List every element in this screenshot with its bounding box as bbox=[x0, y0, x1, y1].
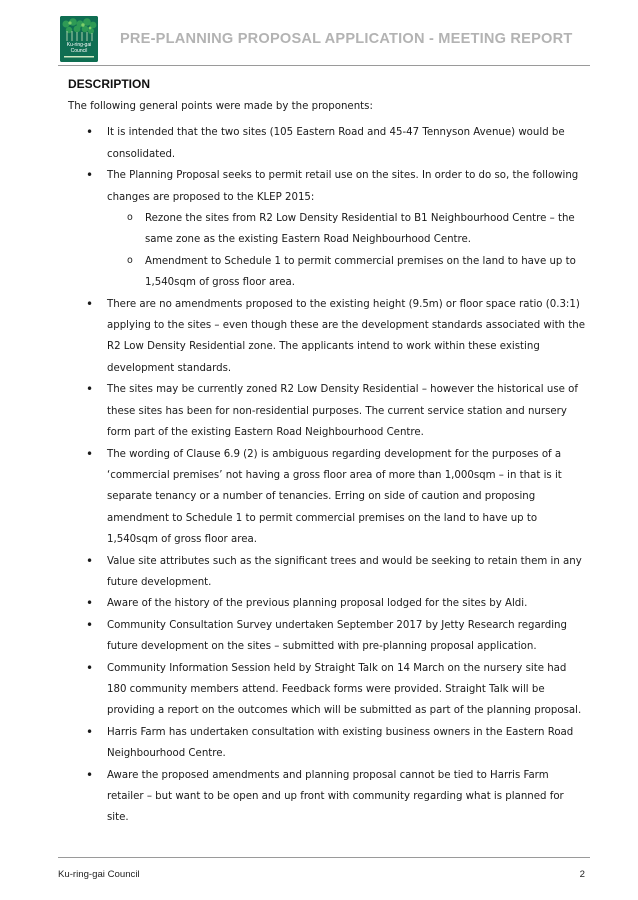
header-divider bbox=[58, 65, 590, 66]
council-logo bbox=[60, 16, 98, 62]
list-item-text: Community Consultation Survey undertaken September 2017 by Jetty Research regarding future development on the sites – submitted with pre-planning proposal application. bbox=[107, 619, 567, 653]
list-item-text: The Planning Proposal seeks to permit retail use on the sites. In order to do so, the following changes are proposed to the KLEP 2015: bbox=[107, 170, 579, 203]
list-item bbox=[68, 593, 588, 614]
document-body bbox=[68, 76, 588, 829]
sub-list-item-text: Amendment to Schedule 1 to permit commercial premises on the land to have up to 1,540sqm of gross floor area. bbox=[145, 255, 576, 289]
list-item-text: The sites may be currently zoned R2 Low Density Residential – however the historical use of these sites has been for non-residential purposes. The current service station and nursery form part of the existing Eastern Road Neighbourhood Centre. bbox=[107, 384, 578, 439]
list-item bbox=[68, 444, 588, 551]
logo-text-line: Council bbox=[70, 47, 88, 54]
sub-bullet-list bbox=[107, 208, 588, 294]
logo-text-line: Ku-ring-gai bbox=[66, 42, 92, 48]
list-item bbox=[68, 165, 588, 293]
list-item bbox=[68, 379, 588, 443]
list-item bbox=[68, 122, 588, 165]
list-item-text: It is intended that the two sites (105 Eastern Road and 45-47 Tennyson Avenue) would be consolidated. bbox=[107, 127, 565, 160]
list-item bbox=[68, 765, 588, 829]
sub-list-item-text: Rezone the sites from R2 Low Density Residential to B1 Neighbourhood Centre – the same zone as the existing Eastern Road Neighbourhood Centre. bbox=[145, 213, 575, 246]
list-item bbox=[68, 615, 588, 658]
bullet-list bbox=[68, 122, 588, 828]
tree-icon bbox=[60, 16, 98, 62]
list-item-text: There are no amendments proposed to the existing height (9.5m) or floor space ratio (0.3:1) applying to the sites – even though these are the development standards associated with the R2 Low Density Residential zone. The applicants intend to work within these existing development standards. bbox=[107, 298, 585, 374]
section-heading: DESCRIPTION bbox=[68, 77, 151, 91]
page-title: PRE-PLANNING PROPOSAL APPLICATION - MEETING REPORT bbox=[120, 31, 573, 47]
list-item-text: Aware of the history of the previous planning proposal lodged for the sites by Aldi. bbox=[107, 598, 528, 610]
page-number: 2 bbox=[579, 869, 585, 880]
list-item-text: The wording of Clause 6.9 (2) is ambiguous regarding development for the purposes of a ‘commercial premises’ not having a gross floor area of more than 1,000sqm – in that is it separate tenancy or a number of tenancies. Erring on side of caution and proposing amendment to Schedule 1 to permit commercial premises on the land to have up to 1,540sqm of gross floor area. bbox=[107, 448, 562, 546]
sub-list-item bbox=[107, 251, 588, 294]
footer-divider bbox=[58, 857, 590, 858]
list-item bbox=[68, 658, 588, 722]
list-item bbox=[68, 294, 588, 380]
list-item-text: Harris Farm has undertaken consultation with existing business owners in the Eastern Road Neighbourhood Centre. bbox=[107, 726, 574, 760]
list-item-text: Value site attributes such as the significant trees and would be seeking to retain them in any future development. bbox=[107, 555, 582, 588]
sub-list-item bbox=[107, 208, 588, 251]
footer-organisation: Ku-ring-gai Council bbox=[58, 869, 140, 880]
list-item-text: Community Information Session held by Straight Talk on 14 March on the nursery site had 180 community members attend. Feedback forms were provided. Straight Talk will be providing a report on the outcomes which will be submitted as part of the planning proposal. bbox=[107, 662, 582, 717]
intro-paragraph: The following general points were made by the proponents: bbox=[68, 101, 373, 112]
list-item-text: Aware the proposed amendments and planning proposal cannot be tied to Harris Farm retailer – but want to be open and up front with community regarding what is planned for site. bbox=[107, 769, 564, 824]
list-item bbox=[68, 722, 588, 765]
logo-text bbox=[60, 43, 98, 54]
list-item bbox=[68, 551, 588, 594]
